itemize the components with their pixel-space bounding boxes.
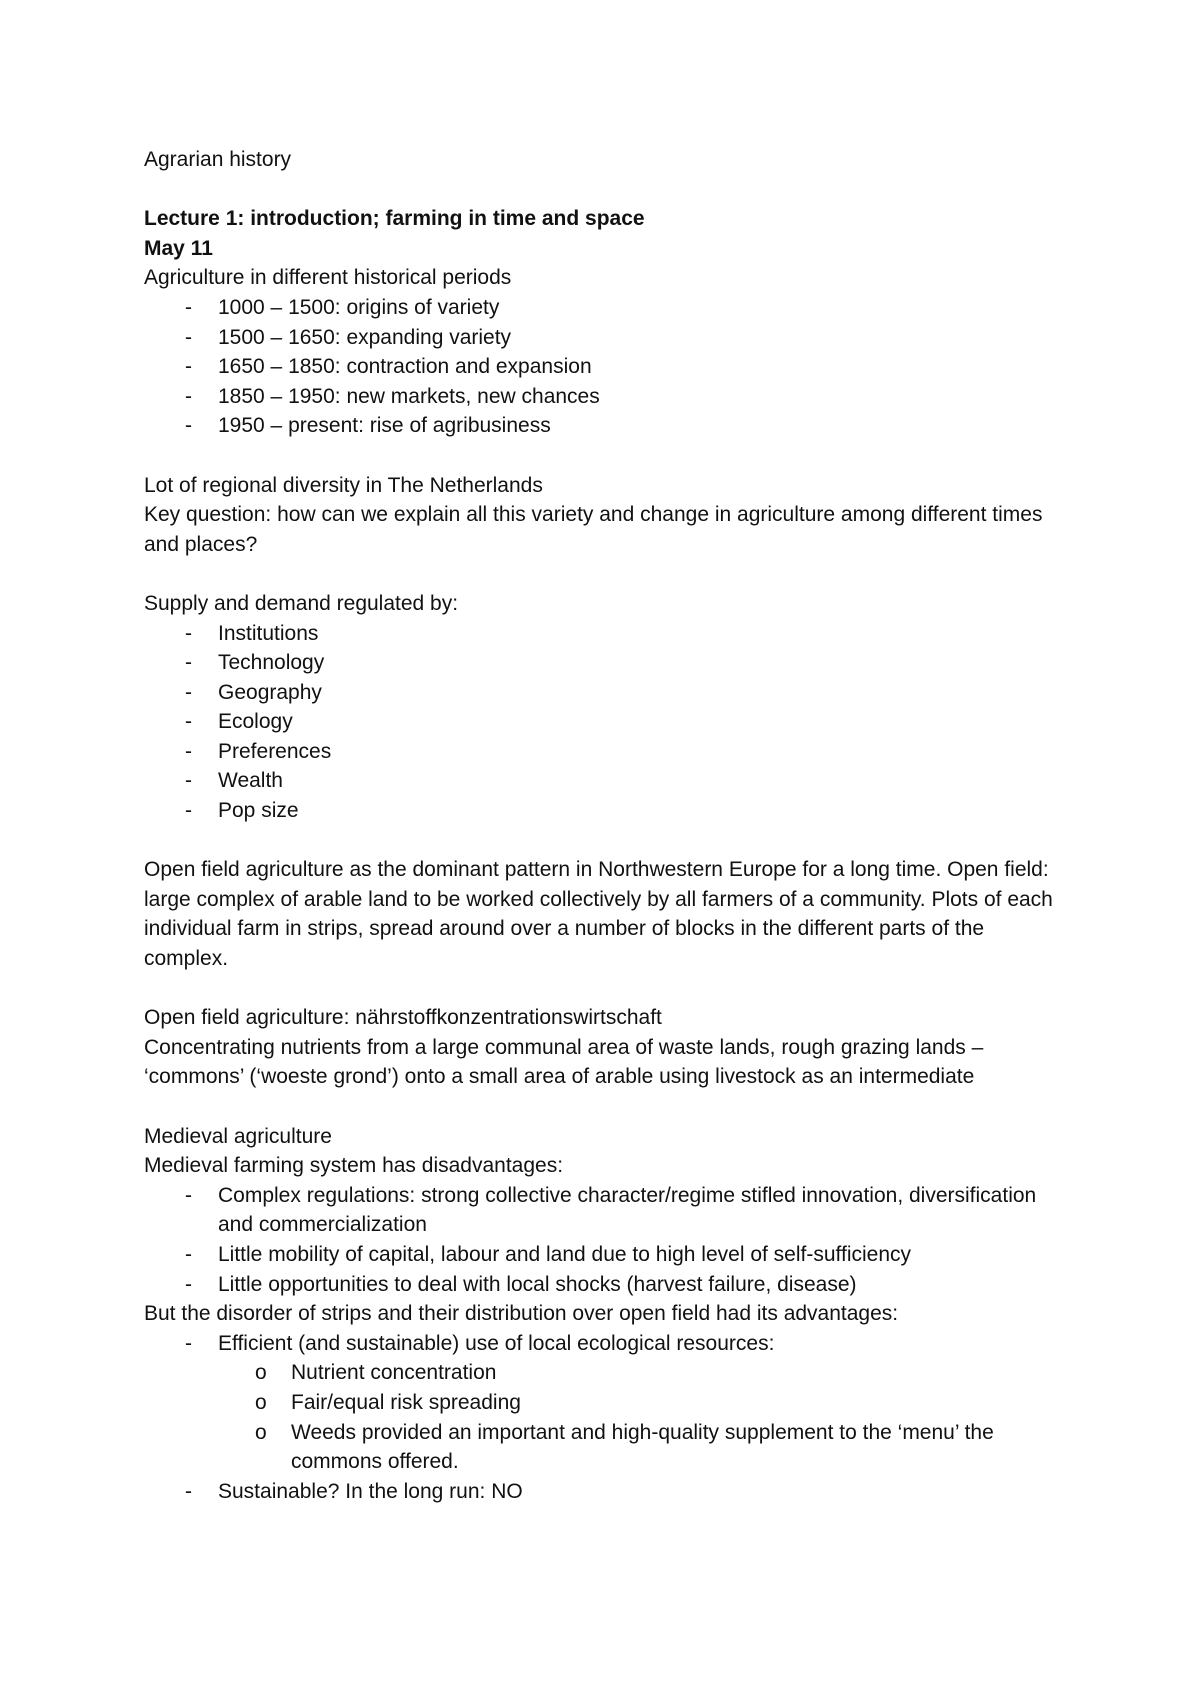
sub-list-item: o Nutrient concentration <box>144 1358 1064 1388</box>
spacer <box>144 175 1064 205</box>
list-item: - Technology <box>144 648 1064 678</box>
sub-list-item: o Fair/equal risk spreading <box>144 1388 1064 1418</box>
spacer <box>144 559 1064 589</box>
list-item: - Pop size <box>144 796 1064 826</box>
list-item: - Complex regulations: strong collective character/regime stifled innovation, diversification and commercialization <box>144 1181 1064 1240</box>
list-item: - 1850 – 1950: new markets, new chances <box>144 382 1064 412</box>
list-item: - Geography <box>144 678 1064 708</box>
lecture-date: May 11 <box>144 236 213 260</box>
disadvantages-list <box>144 1181 1064 1299</box>
list-item: - Little mobility of capital, labour and land due to high level of self-sufficiency <box>144 1240 1064 1270</box>
lecture-heading: Lecture 1: introduction; farming in time and space <box>144 207 645 231</box>
list-item: - Little opportunities to deal with local shocks (harvest failure, disease) <box>144 1270 1064 1300</box>
list-item: - Preferences <box>144 737 1064 767</box>
list-item: - 1950 – present: rise of agribusiness <box>144 411 1064 441</box>
spacer <box>144 974 1064 1004</box>
list-item: - Sustainable? In the long run: NO <box>144 1477 1064 1507</box>
list-item: - Efficient (and sustainable) use of local ecological resources: <box>144 1329 1064 1359</box>
document-title: Agrarian history <box>144 148 292 171</box>
diversity-line: Lot of regional diversity in The Netherlands <box>144 473 543 497</box>
medieval-heading: Medieval agriculture <box>144 1124 332 1148</box>
nutrients-heading: Open field agriculture: nährstoffkonzentrationswirtschaft <box>144 1006 662 1030</box>
disadvantages-intro: Medieval farming system has disadvantages: <box>144 1154 564 1178</box>
nutrients-paragraph: Concentrating nutrients from a large communal area of waste lands, rough grazing lands – ‘commons’ (‘woeste grond’) onto a small area of arable using livestock as an intermediate <box>144 1035 984 1089</box>
periods-intro: Agriculture in different historical periods <box>144 266 512 290</box>
advantages-intro: But the disorder of strips and their distribution over open field had its advantages: <box>144 1302 899 1326</box>
document-body <box>144 145 1064 1506</box>
open-field-paragraph: Open field agriculture as the dominant pattern in Northwestern Europe for a long time. Open field: large complex of arable land to be worked collectively by all farmers of a community. Plots of each individual farm in strips, spread around over a number of blocks in the different parts of the complex. <box>144 858 1053 971</box>
spacer <box>144 826 1064 856</box>
spacer <box>144 441 1064 471</box>
list-item: - 1500 – 1650: expanding variety <box>144 323 1064 353</box>
supply-demand-list <box>144 619 1064 826</box>
spacer <box>144 1092 1064 1122</box>
advantages-list <box>144 1329 1064 1507</box>
list-item: - Institutions <box>144 619 1064 649</box>
list-item: - Ecology <box>144 707 1064 737</box>
key-question: Key question: how can we explain all this variety and change in agriculture among different times and places? <box>144 503 1043 556</box>
list-item: - 1650 – 1850: contraction and expansion <box>144 352 1064 382</box>
periods-list <box>144 293 1064 441</box>
list-item: - 1000 – 1500: origins of variety <box>144 293 1064 323</box>
supply-demand-intro: Supply and demand regulated by: <box>144 591 459 615</box>
list-item: - Wealth <box>144 766 1064 796</box>
sub-list-item: o Weeds provided an important and high-quality supplement to the ‘menu’ the commons offered. <box>144 1418 1064 1477</box>
